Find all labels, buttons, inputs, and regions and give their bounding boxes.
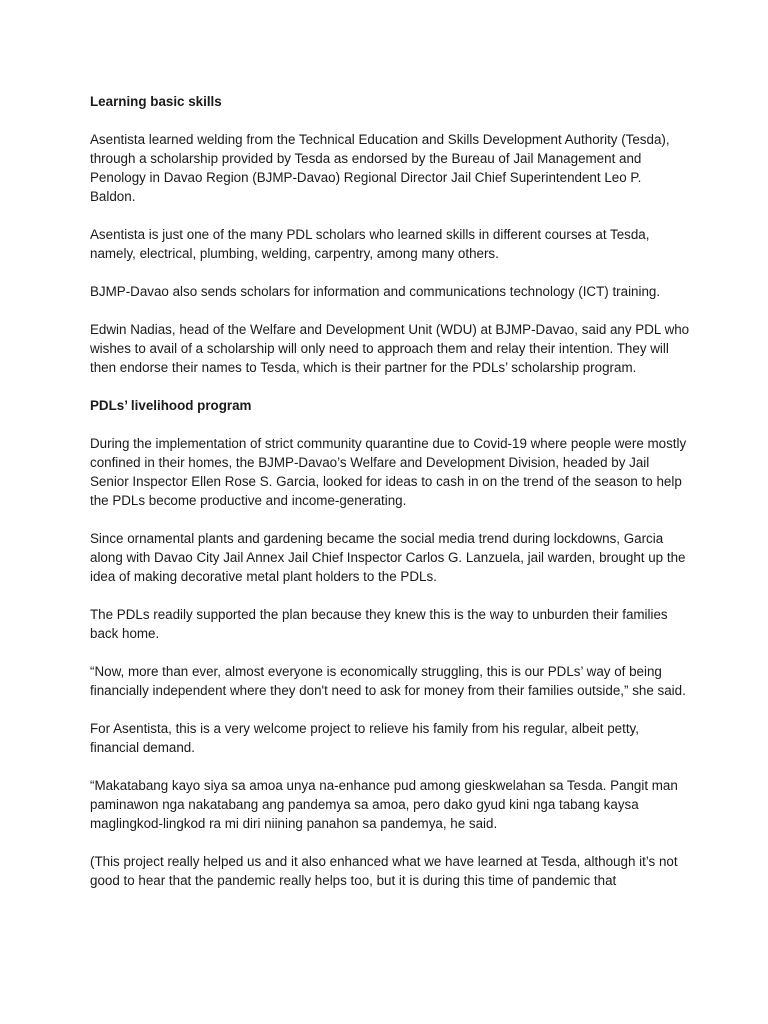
paragraph: Edwin Nadias, head of the Welfare and Development Unit (WDU) at BJMP-Davao, said any PDL who wishes to avail of a scholarship will only need to approach them and relay their intention. They will then endorse their names to Tesda, which is their partner for the PDLs’ scholarship program. (90, 322, 690, 375)
paragraph: “Now, more than ever, almost everyone is economically struggling, this is our PDLs’ way of being financially independent where they don't need to ask for money from their families outside,” she said. (90, 664, 686, 698)
paragraph: “Makatabang kayo siya sa amoa unya na-enhance pud among gieskwelahan sa Tesda. Pangit man paminawon nga nakatabang ang pandemya sa amoa, pero dako gyud kini nga tabang kaysa maglingkod-lingkod ra mi diri niining panahon sa pandemya, he said. (90, 778, 678, 831)
paragraph: The PDLs readily supported the plan because they knew this is the way to unburden their families back home. (90, 607, 668, 641)
paragraph: During the implementation of strict community quarantine due to Covid-19 where people were mostly confined in their homes, the BJMP-Davao’s Welfare and Development Division, headed by Jail Senior Inspector Ellen Rose S. Garcia, looked for ideas to cash in on the trend of the season to help the PDLs become productive and income-generating. (90, 436, 687, 508)
section-heading-learning-basic-skills: Learning basic skills (90, 94, 222, 109)
paragraph: BJMP-Davao also sends scholars for information and communications technology (ICT) training. (90, 284, 661, 299)
paragraph: (This project really helped us and it also enhanced what we have learned at Tesda, although it’s not good to hear that the pandemic really helps too, but it is during this time of pandemic that (90, 854, 678, 888)
paragraph: Asentista is just one of the many PDL scholars who learned skills in different courses at Tesda, namely, electrical, plumbing, welding, carpentry, among many others. (90, 227, 650, 261)
paragraph: Since ornamental plants and gardening became the social media trend during lockdowns, Garcia along with Davao City Jail Annex Jail Chief Inspector Carlos G. Lanzuela, jail warden, brought up the idea of making decorative metal plant holders to the PDLs. (90, 531, 686, 584)
section-heading-livelihood-program: PDLs’ livelihood program (90, 398, 252, 413)
paragraph: For Asentista, this is a very welcome project to relieve his family from his regular, albeit petty, financial demand. (90, 721, 639, 755)
paragraph: Asentista learned welding from the Technical Education and Skills Development Authority (Tesda), through a scholarship provided by Tesda as endorsed by the Bureau of Jail Management and Penology in Davao Region (BJMP-Davao) Regional Director Jail Chief Superintendent Leo P. Baldon. (90, 132, 670, 204)
document-body (90, 92, 690, 909)
